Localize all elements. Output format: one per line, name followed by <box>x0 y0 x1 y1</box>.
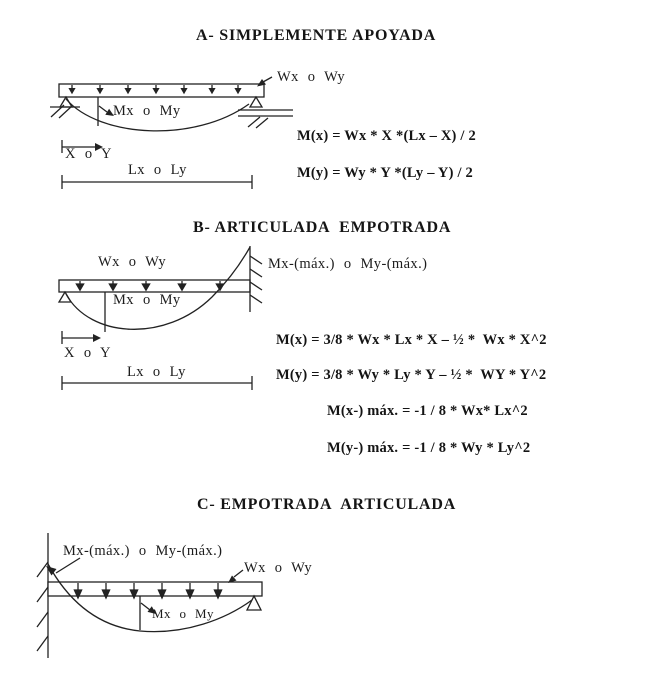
support-right-a <box>238 97 293 128</box>
span-label-b: Lx o Ly <box>127 364 186 380</box>
section-b-title: B- ARTICULADA EMPOTRADA <box>193 219 452 236</box>
axis-label-b: X o Y <box>64 345 111 361</box>
load-leader-arrow-c <box>228 570 243 583</box>
span-label-a: Lx o Ly <box>128 162 187 178</box>
load-label-b: Wx o Wy <box>98 254 167 270</box>
load-label-c: Wx o Wy <box>244 560 313 576</box>
moment-label-b: Mx o My <box>113 292 181 308</box>
equation-a-mx: M(x) = Wx * X *(Lx – X) / 2 <box>297 128 476 144</box>
equation-a-my: M(y) = Wy * Y *(Ly – Y) / 2 <box>297 165 473 181</box>
fixed-wall-c <box>37 533 48 658</box>
section-c-title: C- EMPOTRADA ARTICULADA <box>197 496 457 513</box>
moment-pointer-arrow-a <box>99 106 114 116</box>
max-moment-label-b: Mx-(máx.) o My-(máx.) <box>268 256 428 272</box>
max-moment-label-c: Mx-(máx.) o My-(máx.) <box>63 543 223 559</box>
load-label-a: Wx o Wy <box>277 69 346 85</box>
equation-b-my-max: M(y-) máx. = -1 / 8 * Wy * Ly^2 <box>327 440 531 456</box>
axis-label-a: X o Y <box>65 146 112 162</box>
beam-a <box>59 84 264 97</box>
equation-b-mx-max: M(x-) máx. = -1 / 8 * Wx* Lx^2 <box>327 403 528 419</box>
equation-b-mx: M(x) = 3/8 * Wx * Lx * X – ½ * Wx * X^2 <box>276 332 547 348</box>
moment-label-a: Mx o My <box>113 103 181 119</box>
max-moment-leader-arrow-c <box>46 558 80 576</box>
moment-label-c: Mx o My <box>152 606 214 621</box>
x-axis-arrow-b <box>62 331 101 344</box>
section-a-title: A- SIMPLEMENTE APOYADA <box>196 27 437 44</box>
fixed-wall-b <box>250 246 262 312</box>
equation-b-my: M(y) = 3/8 * Wy * Ly * Y – ½ * WY * Y^2 <box>276 367 547 383</box>
support-left-b <box>59 292 71 302</box>
support-right-c <box>247 596 261 610</box>
